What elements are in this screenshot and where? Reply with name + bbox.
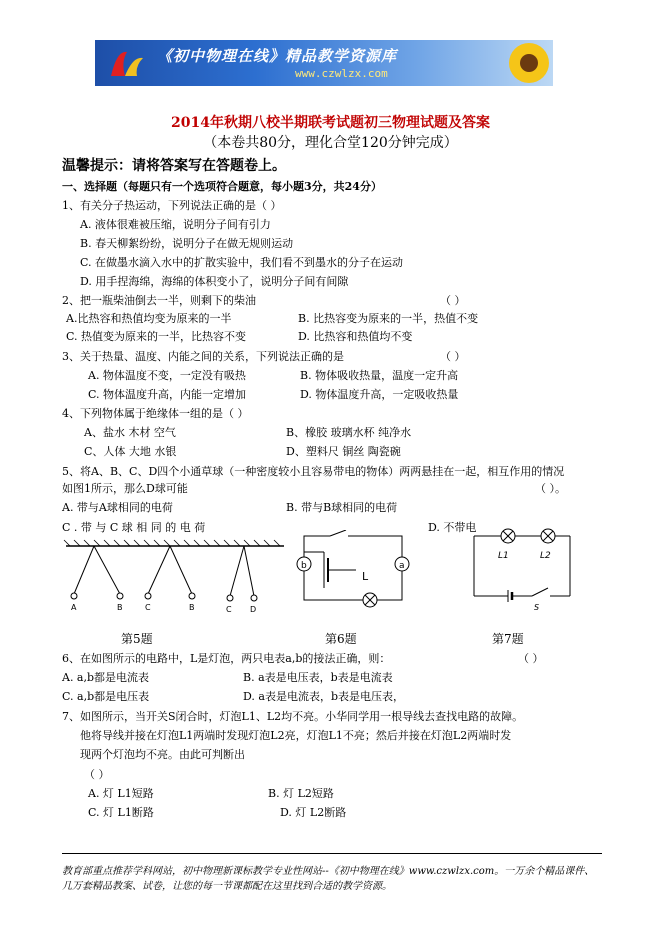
header-banner: [95, 40, 553, 86]
figure-7-circuit: [468, 522, 578, 612]
ball-label: D: [250, 605, 257, 614]
q6-option-a: A. a,b都是电流表: [62, 671, 150, 684]
q7-option-b: B. 灯 L2短路: [268, 787, 334, 800]
q7-blank: （ ）: [84, 768, 110, 781]
figure-7-caption: 第7题: [492, 632, 524, 646]
q1-option-a: A. 液体很难被压缩，说明分子间有引力: [80, 218, 271, 231]
q2-option-d: D. 比热容和热值均不变: [298, 330, 413, 343]
footer-line-2: 几万套精品教案、试卷，让您的每一节课都配在这里找到合适的教学资源。: [62, 881, 392, 892]
q7-option-c: C. 灯 L1断路: [88, 806, 154, 819]
q6-option-c: C. a,b都是电压表: [62, 690, 150, 703]
q2-option-b: B. 比热容变为原来的一半，热值不变: [298, 312, 479, 325]
q6-blank: （ ）: [518, 652, 544, 665]
banner-title: 《初中物理在线》精品教学资源库: [157, 47, 398, 65]
figure-6-circuit: [292, 530, 414, 616]
q4-option-d: D、塑料尺 铜丝 陶瓷碗: [286, 445, 401, 458]
q6-option-d: D. a表是电流表，b表是电压表，: [243, 690, 405, 703]
q1-stem: 1、有关分子热运动，下列说法正确的是（ ）: [62, 199, 282, 212]
q2-stem: 2、把一瓶柴油倒去一半，则剩下的柴油: [62, 294, 256, 307]
q2-blank: （ ）: [440, 294, 466, 307]
footer-divider: [62, 853, 602, 854]
q3-option-b: B. 物体吸收热量，温度一定升高: [300, 369, 459, 382]
switch-s-label: S: [534, 603, 540, 612]
ball-label: C: [145, 603, 151, 612]
q5-stem-line1: 5、将A、B、C、D四个小通草球（一种密度较小且容易带电的物体）两两悬挂在一起，相互作用的情况: [62, 465, 565, 478]
lamp-l2-label: L2: [540, 551, 551, 561]
q5-option-a: A. 带与A球相同的电荷: [62, 501, 173, 514]
logo-icon: [107, 46, 147, 80]
q3-stem: 3、关于热量、温度、内能之间的关系，下列说法正确的是: [62, 350, 344, 363]
q7-stem-line3: 现两个灯泡均不亮。由此可判断出: [80, 748, 245, 761]
footer-line-1: 教育部重点推荐学科网站，初中物理新课标教学专业性网站--《初中物理在线》www.czwlzx.com。一万余个精品课件、: [62, 866, 595, 877]
q1-option-c: C. 在做墨水滴入水中的扩散实验中，我们看不到墨水的分子在运动: [80, 256, 404, 269]
figure-6-caption: 第6题: [325, 632, 357, 646]
q5-option-c: C . 带 与 C 球 相 同 的 电 荷: [62, 521, 206, 534]
ball-label: C: [226, 605, 232, 614]
ball-label: B: [189, 603, 195, 612]
q6-option-b: B. a表是电压表，b表是电流表: [243, 671, 393, 684]
q7-option-d: D. 灯 L2断路: [280, 806, 347, 819]
q4-stem: 4、下列物体属于绝缘体一组的是（ ）: [62, 407, 249, 420]
q7-stem-line1: 7、如图所示，当开关S闭合时，灯泡L1、L2均不亮。小华同学用一根导线去查找电路的故障。: [62, 710, 524, 723]
banner-url: www.czwlzx.com: [295, 67, 388, 80]
q5-option-b: B. 带与B球相同的电荷: [286, 501, 398, 514]
lamp-l-label: L: [362, 570, 369, 583]
lamp-l1-label: L1: [498, 551, 509, 561]
figure-5-hanging-balls: [62, 538, 287, 618]
q2-option-a: A.比热容和热值均变为原来的一半: [66, 312, 232, 325]
q4-option-b: B、橡胶 玻璃水杯 纯净水: [286, 426, 412, 439]
q7-stem-line2: 他将导线并接在灯泡L1两端时发现灯泡L2亮，灯泡L1不亮；然后并接在灯泡L2两端时发: [80, 729, 512, 742]
q1-option-b: B. 春天柳絮纷纷，说明分子在做无规则运动: [80, 237, 294, 250]
figure-5-caption: 第5题: [121, 632, 153, 646]
ball-label: B: [117, 603, 123, 612]
q5-stem-line2: 如图1所示，那么D球可能: [62, 482, 188, 495]
q3-blank: （ ）: [440, 350, 466, 363]
q3-option-a: A. 物体温度不变，一定没有吸热: [88, 369, 246, 382]
meter-a-label: a: [399, 561, 405, 571]
sunflower-icon: [503, 40, 553, 86]
ball-label: A: [71, 603, 77, 612]
section-heading: 一、选择题（每题只有一个选项符合题意，每小题3分，共24分）: [62, 180, 382, 193]
q1-option-d: D. 用手捏海绵，海绵的体积变小了，说明分子间有间隙: [80, 275, 349, 288]
q3-option-c: C. 物体温度升高，内能一定增加: [88, 388, 247, 401]
tip-text: 温馨提示：请将答案写在答题卷上。: [62, 158, 286, 174]
exam-subtitle: （本卷共80分，理化合堂120分钟完成）: [203, 135, 458, 151]
q6-stem: 6、在如图所示的电路中，L是灯泡，两只电表a,b的接法正确，则：: [62, 652, 391, 665]
q5-blank: （ ）。: [535, 482, 566, 495]
q4-option-a: A、盐水 木材 空气: [84, 426, 176, 439]
q3-option-d: D. 物体温度升高，一定吸收热量: [300, 388, 459, 401]
exam-title: 2014年秋期八校半期联考试题初三物理试题及答案: [171, 115, 490, 131]
q7-option-a: A. 灯 L1短路: [88, 787, 154, 800]
meter-b-label: b: [301, 561, 307, 571]
q2-option-c: C. 热值变为原来的一半，比热容不变: [66, 330, 247, 343]
q5-option-d: D. 不带电: [428, 521, 477, 534]
q4-option-c: C、人体 大地 水银: [84, 445, 177, 458]
